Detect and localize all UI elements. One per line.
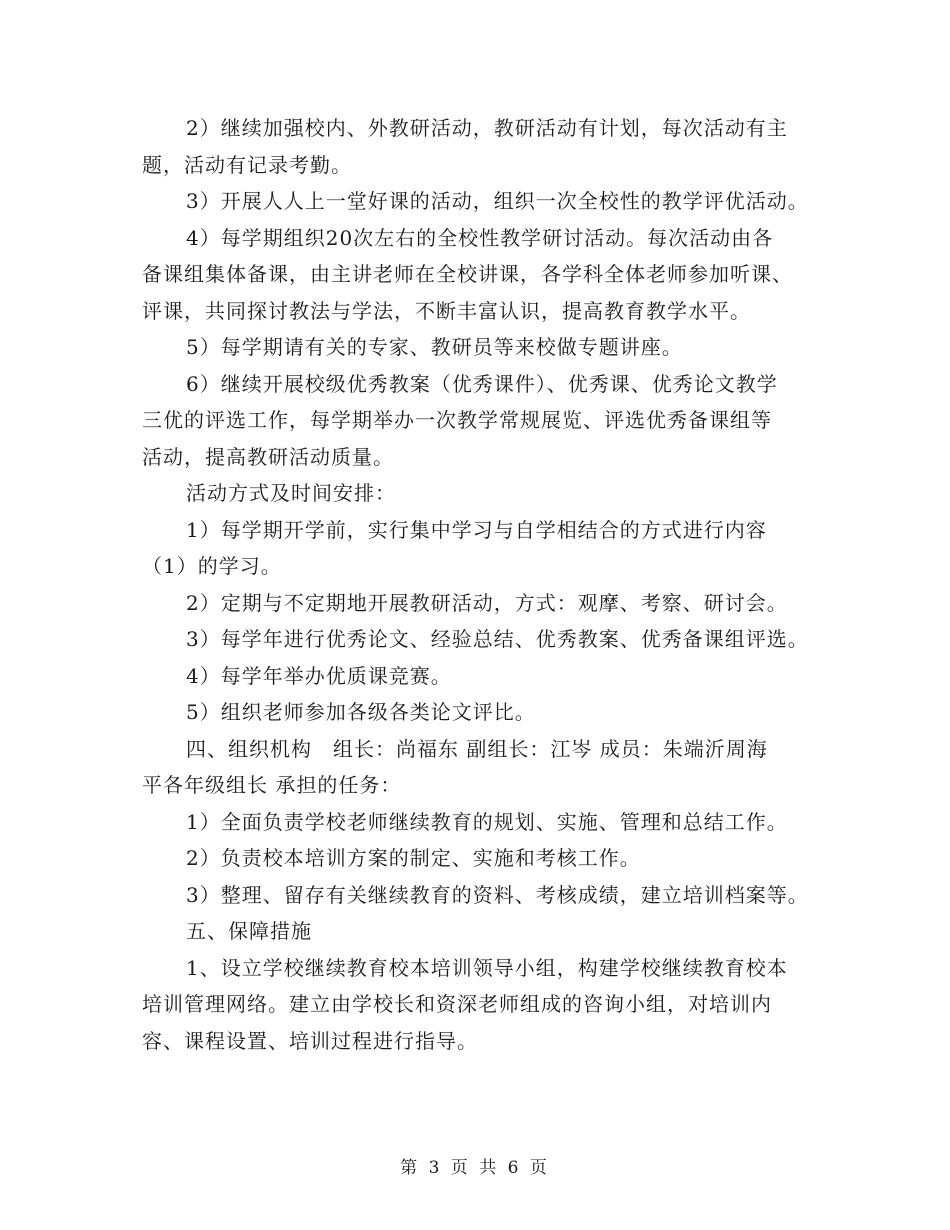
text-line: 容、课程设置、培训过程进行指导。 xyxy=(142,1028,478,1053)
text-line: 活动，提高教研活动质量。 xyxy=(142,444,394,469)
text-line: 四、组织机构 组长：尚福东 副组长：江岑 成员：朱端沂周海 xyxy=(186,736,768,761)
text-line: 题，活动有记录考勤。 xyxy=(142,152,352,177)
text-line: 五、保障措施 xyxy=(186,919,312,943)
text-line: （1）的学习。 xyxy=(142,554,282,578)
page-number-footer: 第 3 页 共 6 页 xyxy=(400,1158,550,1178)
text-line: 5）组织老师参加各级各类论文评比。 xyxy=(186,700,536,724)
text-line: 1）全面负责学校老师继续教育的规划、实施、管理和总结工作。 xyxy=(186,809,788,834)
text-line: 2）负责校本培训方案的制定、实施和考核工作。 xyxy=(186,846,641,870)
text-line: 3）每学年进行优秀论文、经验总结、优秀教案、优秀备课组评选。 xyxy=(186,627,809,651)
text-line: 活动方式及时间安排： xyxy=(186,481,396,505)
text-line: 4）每学年举办优质课竞赛。 xyxy=(186,663,452,688)
text-line: 三优的评选工作，每学期举办一次教学常规展览、评选优秀备课组等 xyxy=(142,408,772,432)
text-line: 2）定期与不定期地开展教研活动，方式：观摩、考察、研讨会。 xyxy=(186,590,788,615)
document-body xyxy=(142,110,832,1059)
text-line: 培训管理网络。建立由学校长和资深老师组成的咨询小组，对培训内 xyxy=(142,992,772,1016)
text-line: 评课，共同探讨教法与学法，不断丰富认识，提高教育教学水平。 xyxy=(142,298,751,323)
text-line: 1、设立学校继续教育校本培训领导小组，构建学校继续教育校本 xyxy=(186,955,788,980)
text-line: 平各年级组长 承担的任务： xyxy=(142,773,402,797)
text-line: 5）每学期请有关的专家、教研员等来校做专题讲座。 xyxy=(186,335,683,359)
text-line: 3）开展人人上一堂好课的活动，组织一次全校性的教学评优活动。 xyxy=(186,189,809,213)
text-line: 2）继续加强校内、外教研活动，教研活动有计划，每次活动有主 xyxy=(186,116,788,140)
text-line: 3）整理、留存有关继续教育的资料、考核成绩，建立培训档案等。 xyxy=(186,882,809,907)
text-line: 6）继续开展校级优秀教案（优秀课件）、优秀课、优秀论文教学 xyxy=(186,371,778,396)
text-line: 1）每学期开学前，实行集中学习与自学相结合的方式进行内容 xyxy=(186,517,767,542)
text-line: 4）每学期组织20次左右的全校性教学研讨活动。每次活动由各 xyxy=(186,225,774,250)
text-line: 备课组集体备课，由主讲老师在全校讲课，各学科全体老师参加听课、 xyxy=(142,262,793,286)
